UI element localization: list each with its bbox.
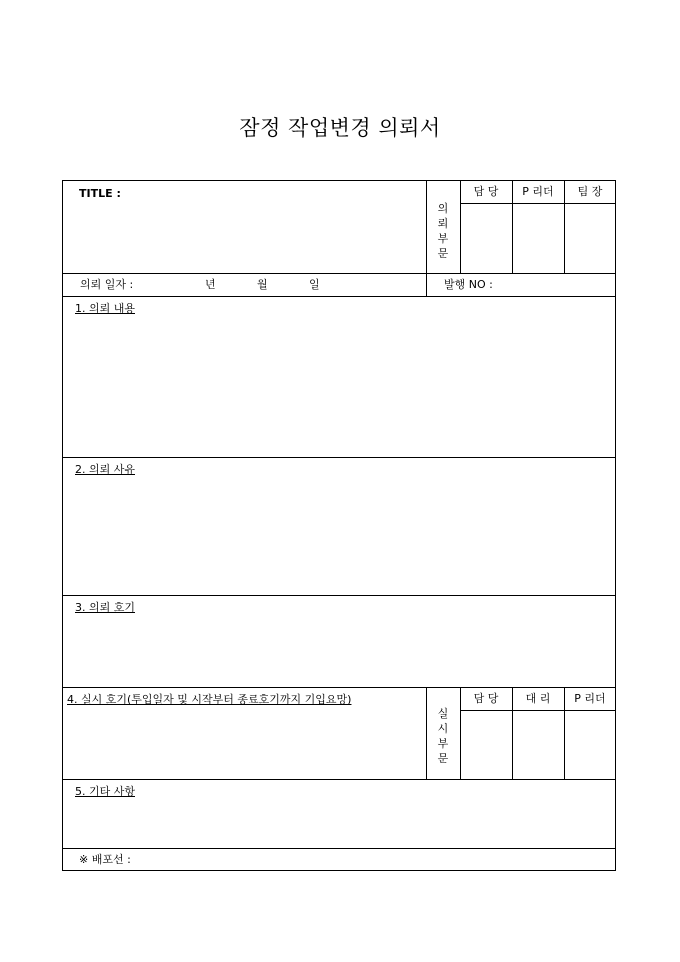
year-label: 년 <box>205 278 216 291</box>
request-form <box>62 180 616 871</box>
request-reason-field[interactable] <box>75 480 605 589</box>
distribution-label: ※ 배포선 : <box>79 853 131 866</box>
section-exec-units: 4. 실시 호기(투입일자 및 시작부터 종료호기까지 기입요망) <box>67 693 352 706</box>
exec-sign-box-pleader[interactable] <box>565 711 616 779</box>
approval-header-pleader: P 리더 <box>522 185 554 198</box>
section-request-units: 3. 의뢰 호기 <box>75 601 135 614</box>
title-field[interactable] <box>81 201 421 269</box>
exec-approval-header-deputy: 대 리 <box>525 692 551 705</box>
approval-header-teamlead: 팀 장 <box>577 185 603 198</box>
request-units-field[interactable] <box>75 618 605 681</box>
exec-dept-label: 실 시 부 문 <box>437 707 449 765</box>
exec-sign-box-charge[interactable] <box>461 711 512 779</box>
other-notes-field[interactable] <box>75 802 605 844</box>
request-content-field[interactable] <box>75 319 605 451</box>
request-dept-label: 의 뢰 부 문 <box>437 202 449 260</box>
section-other-notes: 5. 기타 사항 <box>75 785 135 798</box>
exec-units-field[interactable] <box>67 709 421 775</box>
sign-box-pleader[interactable] <box>513 204 564 273</box>
exec-approval-header-pleader: P 리더 <box>574 692 606 705</box>
request-date-label: 의뢰 일자 : <box>80 278 134 291</box>
month-label: 월 <box>257 278 268 291</box>
section-request-content: 1. 의뢰 내용 <box>75 302 135 315</box>
sign-box-charge[interactable] <box>461 204 512 273</box>
distribution-field[interactable] <box>143 850 608 869</box>
title-label: TITLE : <box>79 187 121 200</box>
approval-header-charge: 담 당 <box>473 185 499 198</box>
exec-approval-header-charge: 담 당 <box>473 692 499 705</box>
sign-box-teamlead[interactable] <box>565 204 616 273</box>
exec-sign-box-deputy[interactable] <box>513 711 564 779</box>
document-title: 잠정 작업변경 의뢰서 <box>239 116 441 140</box>
section-request-reason: 2. 의뢰 사유 <box>75 463 135 476</box>
day-label: 일 <box>309 278 320 291</box>
issue-no-label: 발행 NO : <box>444 278 493 291</box>
